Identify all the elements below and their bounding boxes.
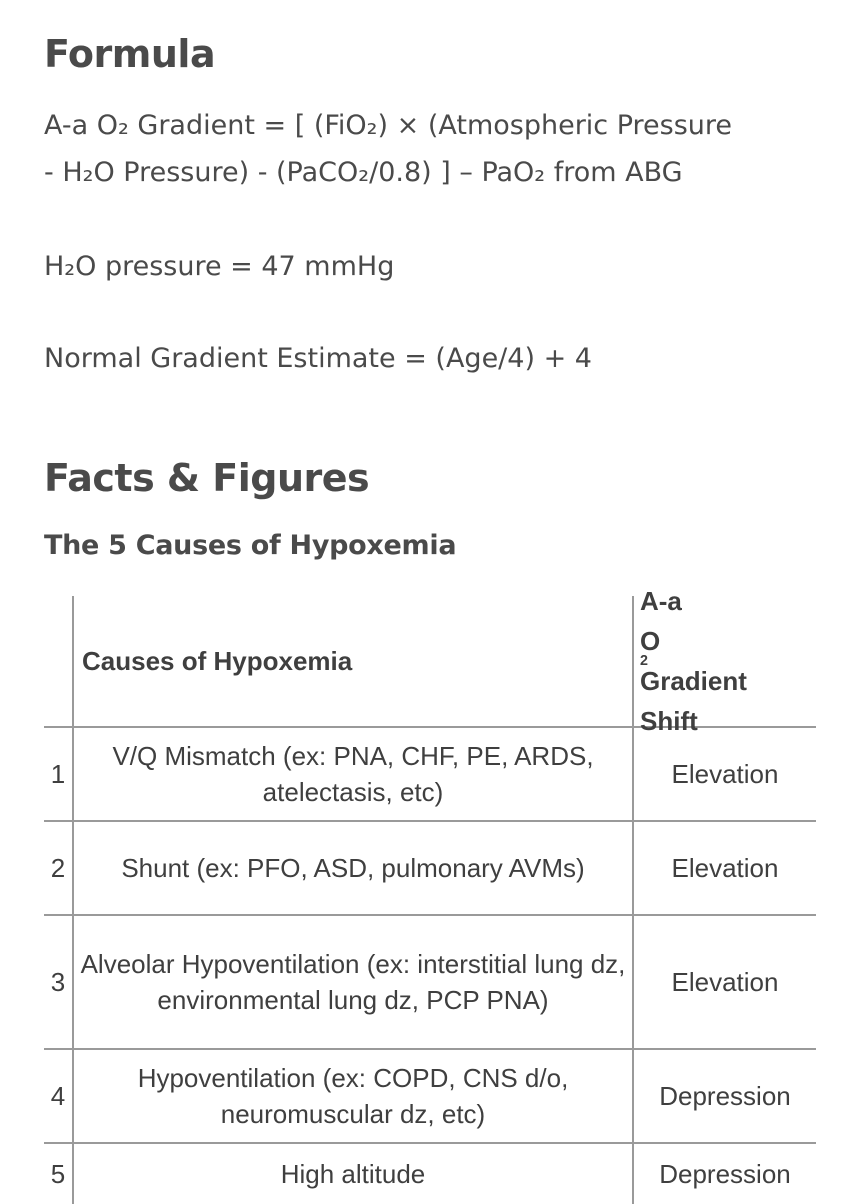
table-row (44, 1050, 816, 1144)
table-row (44, 1144, 816, 1204)
row-cause: V/Q Mismatch (ex: PNA, CHF, PE, ARDS, atelectasis, etc) (74, 728, 634, 820)
header-number-cell (44, 596, 74, 726)
row-number: 4 (44, 1050, 74, 1142)
header-shift-gradient: Gradient (640, 666, 747, 696)
table-row (44, 728, 816, 822)
normal-gradient-text: Normal Gradient Estimate = (Age/4) + 4 (44, 343, 592, 374)
table-header-row (44, 586, 816, 736)
hypoxemia-causes-table (44, 586, 816, 1204)
table-row (44, 822, 816, 916)
formula-line-1: A-a O₂ Gradient = [ (FiO₂) × (Atmospheric Pressure (44, 110, 733, 141)
row-number: 1 (44, 728, 74, 820)
row-cause: Shunt (ex: PFO, ASD, pulmonary AVMs) (74, 822, 634, 914)
header-cause-cell: Causes of Hypoxemia (74, 596, 634, 726)
row-cause: Hypoventilation (ex: COPD, CNS d/o, neuromuscular dz, etc) (74, 1050, 634, 1142)
formula-heading: Formula (44, 32, 216, 76)
row-shift: Depression (659, 1080, 791, 1111)
hypoxemia-subheading: The 5 Causes of Hypoxemia (44, 530, 457, 561)
header-shift-line-1: A-a (640, 586, 682, 616)
row-cause: Alveolar Hypoventilation (ex: interstitial lung dz, environmental lung dz, PCP PNA) (74, 916, 634, 1048)
header-shift-cell (634, 586, 816, 736)
row-shift: Depression (659, 1158, 791, 1189)
row-shift: Elevation (671, 966, 779, 997)
facts-heading: Facts & Figures (44, 456, 370, 500)
header-shift-line-2: O 2 Gradient (640, 621, 747, 701)
header-shift-line-3: Shift (640, 706, 698, 736)
row-number: 2 (44, 822, 74, 914)
formula-line-2: - H₂O Pressure) - (PaCO₂/0.8) ] – PaO₂ from ABG (44, 157, 683, 188)
row-shift: Elevation (671, 852, 779, 883)
row-number: 3 (44, 916, 74, 1048)
table-row (44, 916, 816, 1050)
row-number: 5 (44, 1144, 74, 1204)
row-shift: Elevation (671, 758, 779, 789)
header-shift-o: O (640, 626, 661, 656)
row-cause: High altitude (74, 1144, 634, 1204)
water-pressure-text: H₂O pressure = 47 mmHg (44, 251, 395, 282)
